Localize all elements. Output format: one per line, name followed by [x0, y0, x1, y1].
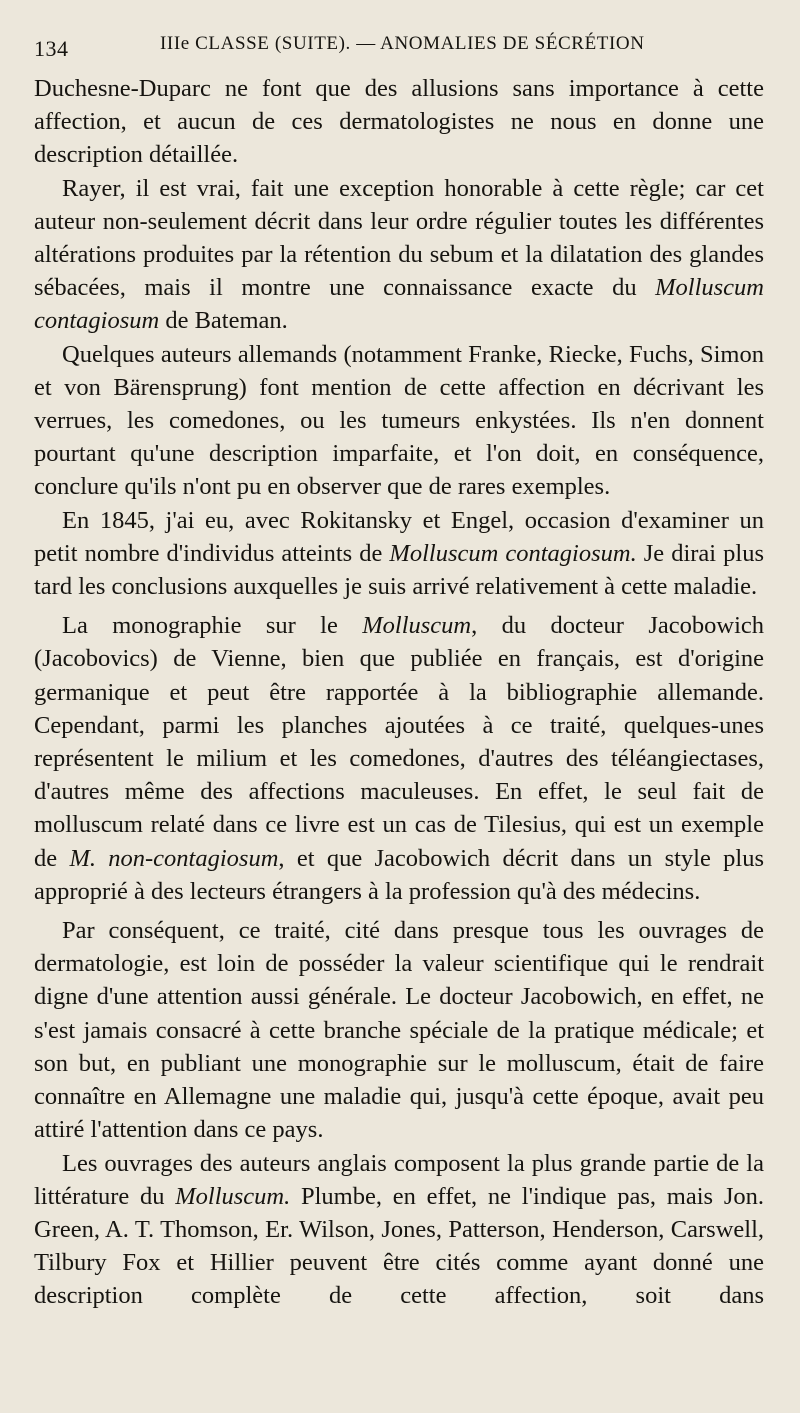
paragraph-1 — [34, 72, 764, 172]
italic-term: Molluscum contagiosum. — [389, 539, 637, 567]
running-header — [34, 30, 764, 62]
paragraph-text: En 1845, j'ai eu, avec Rokitansky et Engel, occasion d'examiner un petit nombre d'individus atteints de — [34, 506, 764, 567]
body-text — [34, 72, 764, 1313]
paragraph-text: , et que Jacobowich décrit dans un style plus approprié à des lecteurs étrangers à la profession qu'à des médecins. — [34, 844, 764, 905]
italic-term: M. non-contagiosum — [69, 844, 279, 872]
italic-term: Molluscum contagiosum — [34, 274, 764, 335]
paragraph-text: Plumbe, en effet, ne l'indique pas, mais Jon. Green, A. T. Thomson, Er. Wilson, Jones, Patterson, Henderson, Carswell, Tilbury Fox et Hillier peuvent être cités comme ayant donné une description complète de cette affection, soit dans — [34, 1182, 764, 1310]
italic-term: Molluscum. — [175, 1182, 291, 1210]
paragraph-text: Quelques auteurs allemands (notamment Franke, Riecke, Fuchs, Simon et von Bärensprung) font mention de cette affection en décrivant les verrues, les comedones, ou les tumeurs enkystées. Ils n'en donnent pourtant qu'une description imparfaite, et l'on doit, en conséquence, conclure qu'ils n'ont pu en observer que de rares exemples. — [34, 340, 764, 501]
page-number: 134 — [34, 36, 69, 61]
paragraph-7 — [34, 1147, 764, 1313]
paragraph-text: Rayer, il est vrai, fait une exception honorable à cette règle; car cet auteur non-seulement décrit dans leur ordre régulier toutes les différentes altérations produites par la rétention du sebum et la dilatation des glandes sébacées, mais il montre une connaissance exacte du — [34, 174, 764, 302]
paragraph-3 — [34, 338, 764, 504]
paragraph-2 — [34, 172, 764, 338]
italic-term: Molluscum — [362, 612, 472, 640]
paragraph-6 — [34, 914, 764, 1146]
paragraph-text: , du docteur Jacobowich (Jacobovics) de Vienne, bien que publiée en français, est d'origine germanique et peut être rapportée à la bibliographie allemande. Cependant, parmi les planches ajoutées à ce traité, quelques-unes représentent le milium et les comedones, d'autres des téléangiectases, d'autres même des affections maculeuses. En effet, le seul fait de molluscum relaté dans ce livre est un cas de Tilesius, qui est un exemple de — [34, 612, 764, 872]
paragraph-text: La monographie sur le — [62, 612, 363, 640]
chapter-header-title: IIIe CLASSE (SUITE). — ANOMALIES DE SÉCRÉTION — [160, 33, 645, 54]
paragraph-5 — [34, 609, 764, 908]
paragraph-text: Par conséquent, ce traité, cité dans presque tous les ouvrages de dermatologie, est loin de posséder la valeur scientifique qui le rendrait digne d'une attention aussi générale. Le docteur Jacobowich, en effet, ne s'est jamais consacré à cette branche spéciale de la pratique médicale; et son but, en publiant une monographie sur le molluscum, était de faire connaître en Allemagne une maladie qui, jusqu'à cette époque, avait peu attiré l'attention dans ce pays. — [34, 917, 764, 1144]
paragraph-text: Duchesne-Duparc ne font que des allusions sans importance à cette affection, et aucun de ces dermatologistes ne nous en donne une description détaillée. — [34, 75, 764, 169]
paragraph-text: Je dirai plus tard les conclusions auxquelles je suis arrivé relativement à cette maladie. — [34, 539, 765, 601]
paragraph-text: Les ouvrages des auteurs anglais composent la plus grande partie de la littérature du — [34, 1149, 764, 1210]
paragraph-text: de Bateman. — [159, 307, 288, 335]
paragraph-4 — [34, 504, 764, 604]
